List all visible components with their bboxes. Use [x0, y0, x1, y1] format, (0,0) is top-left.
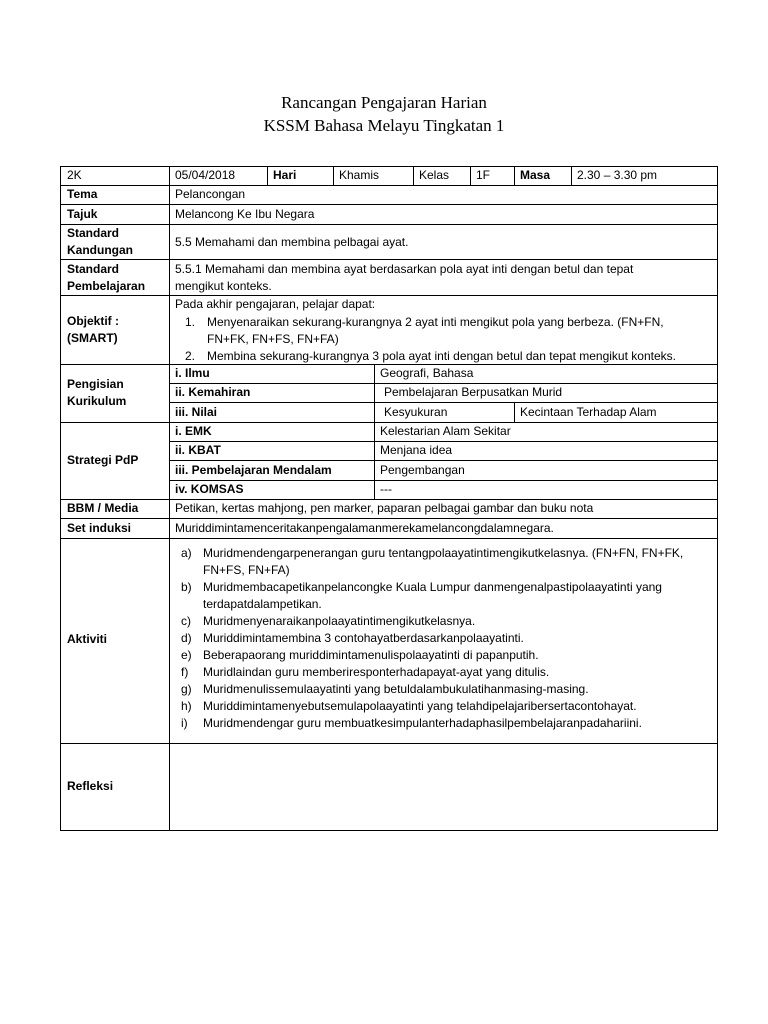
- activities-label: Aktiviti: [67, 632, 108, 646]
- komsas-label: iv. KOMSAS: [175, 482, 244, 496]
- activity-marker: c): [181, 614, 191, 628]
- objective-label-1: Objektif :: [67, 314, 120, 328]
- objective-item: [175, 348, 676, 365]
- strategy-label: Strategi PdP: [67, 453, 139, 467]
- objective-marker: 2.: [185, 349, 196, 363]
- activity-text-line-1: Muridmenyenaraikanpolaayatintimengikutkelasnya.: [203, 614, 476, 628]
- activity-item: [171, 664, 683, 681]
- activity-text-line-1: Muridmembacapetikanpelancongke Kuala Lumpur danmengenalpastipolaayatinti yang: [203, 580, 662, 594]
- knowledge-label: i. Ilmu: [175, 366, 210, 380]
- learning-standard-line-1: 5.5.1 Memahami dan membina ayat berdasarkan pola ayat inti dengan betul dan tepat: [175, 262, 634, 276]
- values-value-2: Kecintaan Terhadap Alam: [520, 405, 657, 419]
- activity-text-line-1: Muridmendengar guru membuatkesimpulanterhadaphasilpembelajaranpadahariini.: [203, 716, 642, 730]
- activity-item: [171, 613, 683, 630]
- emk-label: i. EMK: [175, 424, 212, 438]
- time-label: Masa: [520, 168, 551, 182]
- activity-item: [171, 681, 683, 698]
- activities-list: [171, 545, 683, 732]
- objective-marker: 1.: [185, 315, 196, 329]
- class-label: Kelas: [419, 168, 450, 182]
- deep-learning-value: Pengembangan: [380, 463, 465, 477]
- content-standard-label-1: Standard: [67, 226, 120, 240]
- teaching-aids-value: Petikan, kertas mahjong, pen marker, paparan pelbagai gambar dan buku nota: [175, 501, 594, 515]
- activity-text-line-1: Muridlaindan guru memberiresponterhadapayat-ayat yang ditulis.: [203, 665, 550, 679]
- deep-learning-label: iii. Pembelajaran Mendalam: [175, 463, 332, 477]
- objective-text-line-1: Membina sekurang-kurangnya 3 pola ayat inti dengan betul dan tepat mengikut konteks.: [207, 349, 676, 363]
- activity-item: [171, 698, 683, 715]
- objective-text-line-1: Menyenaraikan sekurang-kurangnya 2 ayat inti mengikut pola yang berbeza. (FN+FN,: [207, 315, 664, 329]
- emk-value: Kelestarian Alam Sekitar: [380, 424, 511, 438]
- document-title: Rancangan Pengajaran Harian: [281, 93, 487, 112]
- time-value: 2.30 – 3.30 pm: [577, 168, 658, 182]
- activity-marker: d): [181, 631, 192, 645]
- activity-text-line-2: FN+FS, FN+FA): [203, 563, 290, 577]
- activity-marker: e): [181, 648, 192, 662]
- values-value-1: Kesyukuran: [384, 405, 448, 419]
- curriculum-label-1: Pengisian: [67, 377, 124, 391]
- learning-standard-label-2: Pembelajaran: [67, 279, 146, 293]
- day-value: Khamis: [339, 168, 380, 182]
- objective-item: [175, 314, 676, 348]
- lesson-date: 05/04/2018: [175, 168, 236, 182]
- curriculum-label-2: Kurikulum: [67, 394, 127, 408]
- activity-text-line-1: Beberapaorang muriddimintamenulispolaayatinti di papanputih.: [203, 648, 539, 662]
- kbat-value: Menjana idea: [380, 443, 453, 457]
- activity-text-line-1: Muriddimintamenyebutsemulapolaayatinti yang telahdipelajaribersertacontohayat.: [203, 699, 637, 713]
- induction-label: Set induksi: [67, 521, 132, 535]
- objective-list: [175, 314, 676, 365]
- activity-marker: b): [181, 580, 192, 594]
- komsas-value: ---: [380, 482, 392, 496]
- induction-value: Muriddimintamenceritakanpengalamanmerekamelancongdalamnegara.: [175, 521, 554, 535]
- activity-marker: f): [181, 665, 189, 679]
- content-standard-value: 5.5 Memahami dan membina pelbagai ayat.: [175, 235, 409, 249]
- activity-marker: a): [181, 546, 192, 560]
- document-subtitle: KSSM Bahasa Melayu Tingkatan 1: [263, 116, 505, 135]
- reflection-label: Refleksi: [67, 779, 114, 793]
- objective-label-2: (SMART): [67, 331, 118, 345]
- theme-value: Pelancongan: [175, 187, 246, 201]
- activity-item: [171, 579, 683, 613]
- activity-text-line-1: Muridmendengarpenerangan guru tentangpolaayatintimengikutkelasnya. (FN+FN, FN+FK,: [203, 546, 684, 560]
- skills-label: ii. Kemahiran: [175, 385, 251, 399]
- activity-item: [171, 715, 683, 732]
- objective-intro: Pada akhir pengajaran, pelajar dapat:: [175, 297, 376, 311]
- theme-label: Tema: [67, 187, 98, 201]
- teaching-aids-label: BBM / Media: [67, 501, 139, 515]
- kbat-label: ii. KBAT: [175, 443, 221, 457]
- class-code: 2K: [67, 168, 82, 182]
- activity-text-line-2: terdapatdalampetikan.: [203, 597, 322, 611]
- day-label: Hari: [273, 168, 297, 182]
- activity-item: [171, 630, 683, 647]
- topic-value: Melancong Ke Ibu Negara: [175, 207, 315, 221]
- topic-label: Tajuk: [67, 207, 98, 221]
- objective-text-line-2: FN+FK, FN+FS, FN+FA): [207, 332, 339, 346]
- activity-item: [171, 647, 683, 664]
- skills-value: Pembelajaran Berpusatkan Murid: [384, 385, 563, 399]
- activity-text-line-1: Muridmenulissemulaayatinti yang betuldalambukulatihanmasing-masing.: [203, 682, 589, 696]
- activity-text-line-1: Muriddimintamembina 3 contohayatberdasarkanpolaayatinti.: [203, 631, 524, 645]
- content-standard-label-2: Kandungan: [67, 243, 133, 257]
- learning-standard-line-2: mengikut konteks.: [175, 279, 272, 293]
- activity-marker: h): [181, 699, 192, 713]
- activity-marker: i): [181, 716, 188, 730]
- activity-marker: g): [181, 682, 192, 696]
- knowledge-value: Geografi, Bahasa: [380, 366, 474, 380]
- class-value: 1F: [476, 168, 491, 182]
- activity-item: [171, 545, 683, 579]
- learning-standard-label-1: Standard: [67, 262, 120, 276]
- values-label: iii. Nilai: [175, 405, 218, 419]
